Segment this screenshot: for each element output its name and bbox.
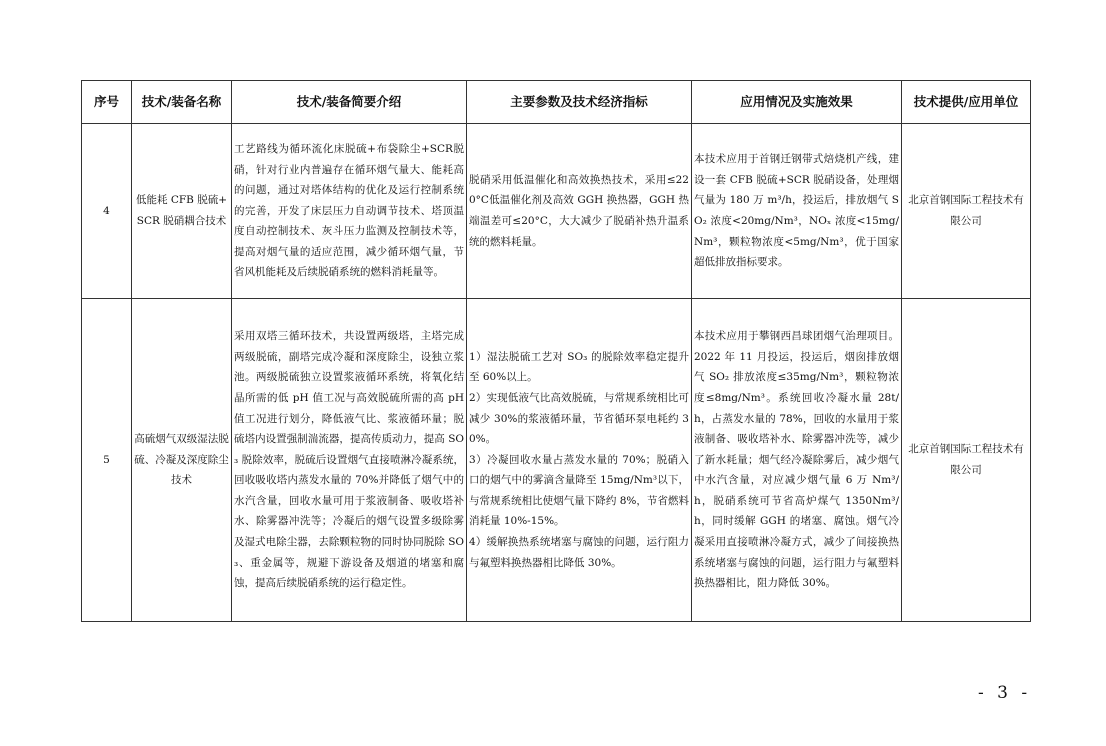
header-params: 主要参数及技术经济指标 bbox=[467, 81, 692, 124]
table-row bbox=[82, 299, 1031, 622]
param-item: 2）实现低液气比高效脱硫，与常规系统相比可减少 30%的浆液循环量，节省循环泵电耗约 30%。 bbox=[469, 391, 689, 446]
header-intro: 技术/装备简要介绍 bbox=[232, 81, 467, 124]
tech-table bbox=[81, 80, 1031, 622]
header-application: 应用情况及实施效果 bbox=[692, 81, 902, 124]
tech-intro: 工艺路线为循环流化床脱硫+布袋除尘+SCR脱硝，针对行业内普遍存在循环烟气量大、能耗高的问题，通过对塔体结构的优化及运行控制系统的完善，开发了床层压力自动调节技术、塔顶温度自动控制技术、灰斗压力监测及控制技术等，提高对烟气量的适应范围，减少循环烟气量，节省风机能耗及后续脱硝系统的燃料消耗量等。 bbox=[232, 124, 467, 299]
page-number: - 3 - bbox=[978, 683, 1032, 703]
param-item: 1）湿法脱硫工艺对 SO₃ 的脱除效率稳定提升至 60%以上。 bbox=[469, 350, 689, 384]
application-effect: 本技术应用于攀钢西昌球团烟气治理项目。2022 年 11 月投运，投运后，烟囱排放烟气 SO₂ 排放浓度≤35mg/Nm³，颗粒物浓度≤8mg/Nm³。系统回收冷凝水量 28t/h，占蒸发水量的 78%，回收的水量用于浆液制备、吸收塔补水、除雾器冲洗等，减少了新水耗量；烟气经冷凝除雾后，减少烟气中水汽含量，对应减少烟气量 6 万 Nm³/h，脱硝系统可节省高炉煤气 1350Nm³/h，同时缓解 GGH 的堵塞、腐蚀。烟气冷凝采用直接喷淋冷凝方式，减少了间接换热系统堵塞与腐蚀的问题，运行阻力与氟塑料换热器相比，阻力降低 30%。 bbox=[692, 299, 902, 622]
provider: 北京首钢国际工程技术有限公司 bbox=[902, 124, 1031, 299]
table-row bbox=[82, 124, 1031, 299]
table-header-row bbox=[82, 81, 1031, 124]
tech-intro: 采用双塔三循环技术，共设置两级塔，主塔完成两级脱硫，副塔完成冷凝和深度除尘，设独立浆池。两级脱硫独立设置浆液循环系统，将氧化结晶所需的低 pH 值工况与高效脱硫所需的高 pH 值工况进行划分，降低液气比、浆液循环量；脱硫塔内设置强制湍流器，提高传质动力，提高 SO₃ 脱除效率，脱硫后设置烟气直接喷淋冷凝系统，回收吸收塔内蒸发水量的 70%并降低了烟气中的水汽含量，回收水量可用于浆液制备、吸收塔补水、除雾器冲洗等；冷凝后的烟气设置多级除雾及湿式电除尘器，去除颗粒物的同时协同脱除 SO₃、重金属等，规避下游设备及烟道的堵塞和腐蚀，提高后续脱硝系统的运行稳定性。 bbox=[232, 299, 467, 622]
row-number: 4 bbox=[82, 124, 132, 299]
row-number: 5 bbox=[82, 299, 132, 622]
tech-params bbox=[467, 299, 692, 622]
header-no: 序号 bbox=[82, 81, 132, 124]
tech-name: 低能耗 CFB 脱硫+SCR 脱硝耦合技术 bbox=[132, 124, 232, 299]
param-item: 3）冷凝回收水量占蒸发水量的 70%；脱硝入口的烟气中的雾滴含量降至 15mg/Nm³以下，与常规系统相比使烟气量下降约 8%，节省燃料消耗量 10%-15%。 bbox=[469, 453, 689, 528]
tech-params: 脱硝采用低温催化和高效换热技术，采用≤220°C低温催化剂及高效 GGH 换热器，GGH 热端温差可≤20°C，大大减少了脱硝补热升温系统的燃料耗量。 bbox=[467, 124, 692, 299]
application-effect: 本技术应用于首钢迁钢带式焙烧机产线，建设一套 CFB 脱硫+SCR 脱硝设备，处理烟气量为 180 万 m³/h，投运后，排放烟气 SO₂ 浓度<20mg/Nm³，NOₓ 浓度<15mg/Nm³，颗粒物浓度<5mg/Nm³，优于国家超低排放指标要求。 bbox=[692, 124, 902, 299]
provider: 北京首钢国际工程技术有限公司 bbox=[902, 299, 1031, 622]
header-provider: 技术提供/应用单位 bbox=[902, 81, 1031, 124]
header-name: 技术/装备名称 bbox=[132, 81, 232, 124]
param-item: 4）缓解换热系统堵塞与腐蚀的问题，运行阻力与氟塑料换热器相比降低 30%。 bbox=[469, 536, 689, 569]
tech-name: 高硫烟气双级湿法脱硫、冷凝及深度除尘技术 bbox=[132, 299, 232, 622]
